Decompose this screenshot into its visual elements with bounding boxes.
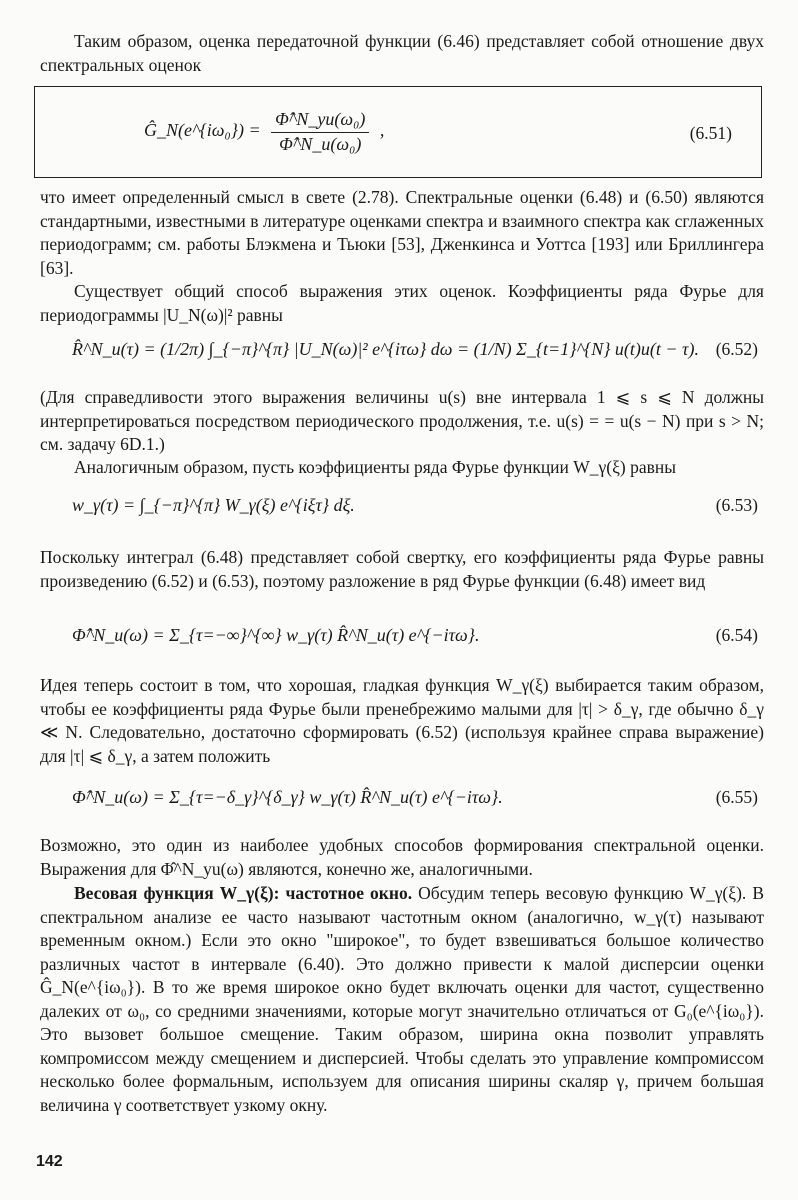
box-border-left (34, 86, 35, 178)
eq-6-51-denominator: Φ̂^N_u(ω₀) (271, 132, 369, 157)
box-border-top (34, 86, 762, 87)
paragraph-weight-function (40, 882, 764, 1117)
paragraph-intro: Таким образом, оценка передаточной функции (6.46) представляет собой отношение двух спектральных оценок (40, 31, 764, 75)
eq-6-51-numerator: Φ̂^N_yu(ω₀) (275, 109, 366, 129)
paragraph-weight-function-body: Обсудим теперь весовую функцию W_γ(ξ). В спектральном анализе ее часто называют частотным окном (аналогично, w_γ(τ) называют временным окном.) Если это окно "широкое", то будет взвешиваться большое количество различных частот в интервале (6.40). Это должно привести к малой дисперсии оценки Ĝ_N(e^{iω₀}). В то же время широкое окно будет включать оценки для частот, существенно далеких от ω₀, со средними значениями, которые могут значительно отличаться от G₀(e^{iω₀}). Это вызовет большое смещение. Таким образом, ширина окна позволит управлять компромиссом между смещением и дисперсией. Чтобы сделать это управление компромиссом несколько более формальным, используем для описания ширины скаляр γ, причем большая величина γ соответствует узкому окну. (40, 883, 764, 1115)
paragraph-spectral-estimates: что имеет определенный смысл в свете (2.78). Спектральные оценки (6.48) и (6.50) являются стандартными, известными в литературе оценками спектра и взаимного спектра как сглаженных периодограмм; см. работы Блэкмена и Тьюки [53], Дженкинса и Уоттса [193] или Бриллингера [63]. (40, 187, 764, 278)
eq-6-52-formula: R̂^N_u(τ) = (1/2π) ∫_{−π}^{π} |U_N(ω)|² e^{iτω} dω = (1/N) Σ_{t=1}^{N} u(t)u(t − τ). (72, 339, 699, 359)
equation-6-51-body (144, 108, 384, 156)
eq-6-55-formula: Φ̂^N_u(ω) = Σ_{τ=−δ_γ}^{δ_γ} w_γ(τ) R̂^N_u(τ) e^{−iτω}. (72, 787, 503, 807)
equation-6-53 (40, 494, 764, 534)
eq-6-54-number: (6.54) (715, 625, 758, 645)
box-border-bottom (34, 177, 762, 178)
eq-6-51-number: (6.51) (689, 123, 732, 143)
paragraph-convenient-method: Возможно, это один из наиболее удобных способов формирования спектральной оценки. Выражения для Φ̂^N_yu(ω) являются, конечно же, аналогичными. (40, 835, 764, 879)
page-number: 142 (36, 1153, 63, 1170)
paragraph-general-method: Существует общий способ выражения этих оценок. Коэффициенты ряда Фурье для периодограммы |U_N(ω)|² равны (40, 281, 764, 325)
eq-6-55-number: (6.55) (715, 787, 758, 807)
eq-6-52-number: (6.52) (715, 339, 758, 359)
eq-6-51-fraction (271, 108, 369, 156)
equation-6-52 (40, 338, 764, 378)
paragraph-smooth-window-idea: Идея теперь состоит в том, что хорошая, гладкая функция W_γ(ξ) выбирается таким образом, чтобы ее коэффициенты ряда Фурье были пренебрежимо малыми для |τ| > δ_γ, где обычно δ_γ ≪ N. Следовательно, достаточно сформировать (6.52) (используя крайнее справа выражение) для |τ| ⩽ δ_γ, а затем положить (40, 675, 764, 766)
eq-6-54-formula: Φ̂^N_u(ω) = Σ_{τ=−∞}^{∞} w_γ(τ) R̂^N_u(τ) e^{−iτω}. (72, 625, 480, 645)
section-heading-frequency-window: Весовая функция W_γ(ξ): частотное окно. (74, 883, 413, 903)
eq-6-51-tail: , (379, 120, 385, 141)
box-border-right (761, 86, 762, 178)
paragraph-convolution: Поскольку интеграл (6.48) представляет собой свертку, его коэффициенты ряда Фурье равны произведению (6.52) и (6.53), поэтому разложение в ряд Фурье функции (6.48) имеет вид (40, 547, 764, 591)
eq-6-53-formula: w_γ(τ) = ∫_{−π}^{π} W_γ(ξ) e^{iξτ} dξ. (72, 495, 355, 515)
equation-box-6-51 (34, 86, 762, 178)
eq-6-51-lhs: Ĝ_N(e^{iω₀}) = (144, 120, 261, 141)
equation-6-54 (40, 624, 764, 664)
eq-6-53-number: (6.53) (715, 495, 758, 515)
paragraph-periodic-extension: (Для справедливости этого выражения величины u(s) вне интервала 1 ⩽ s ⩽ N должны интерпретироваться посредством периодического продолжения, т.е. u(s) = = u(s − N) при s > N; см. задачу 6D.1.) (40, 387, 764, 454)
equation-6-55 (40, 786, 764, 826)
paragraph-window-coeffs: Аналогичным образом, пусть коэффициенты ряда Фурье функции W_γ(ξ) равны (74, 457, 677, 477)
